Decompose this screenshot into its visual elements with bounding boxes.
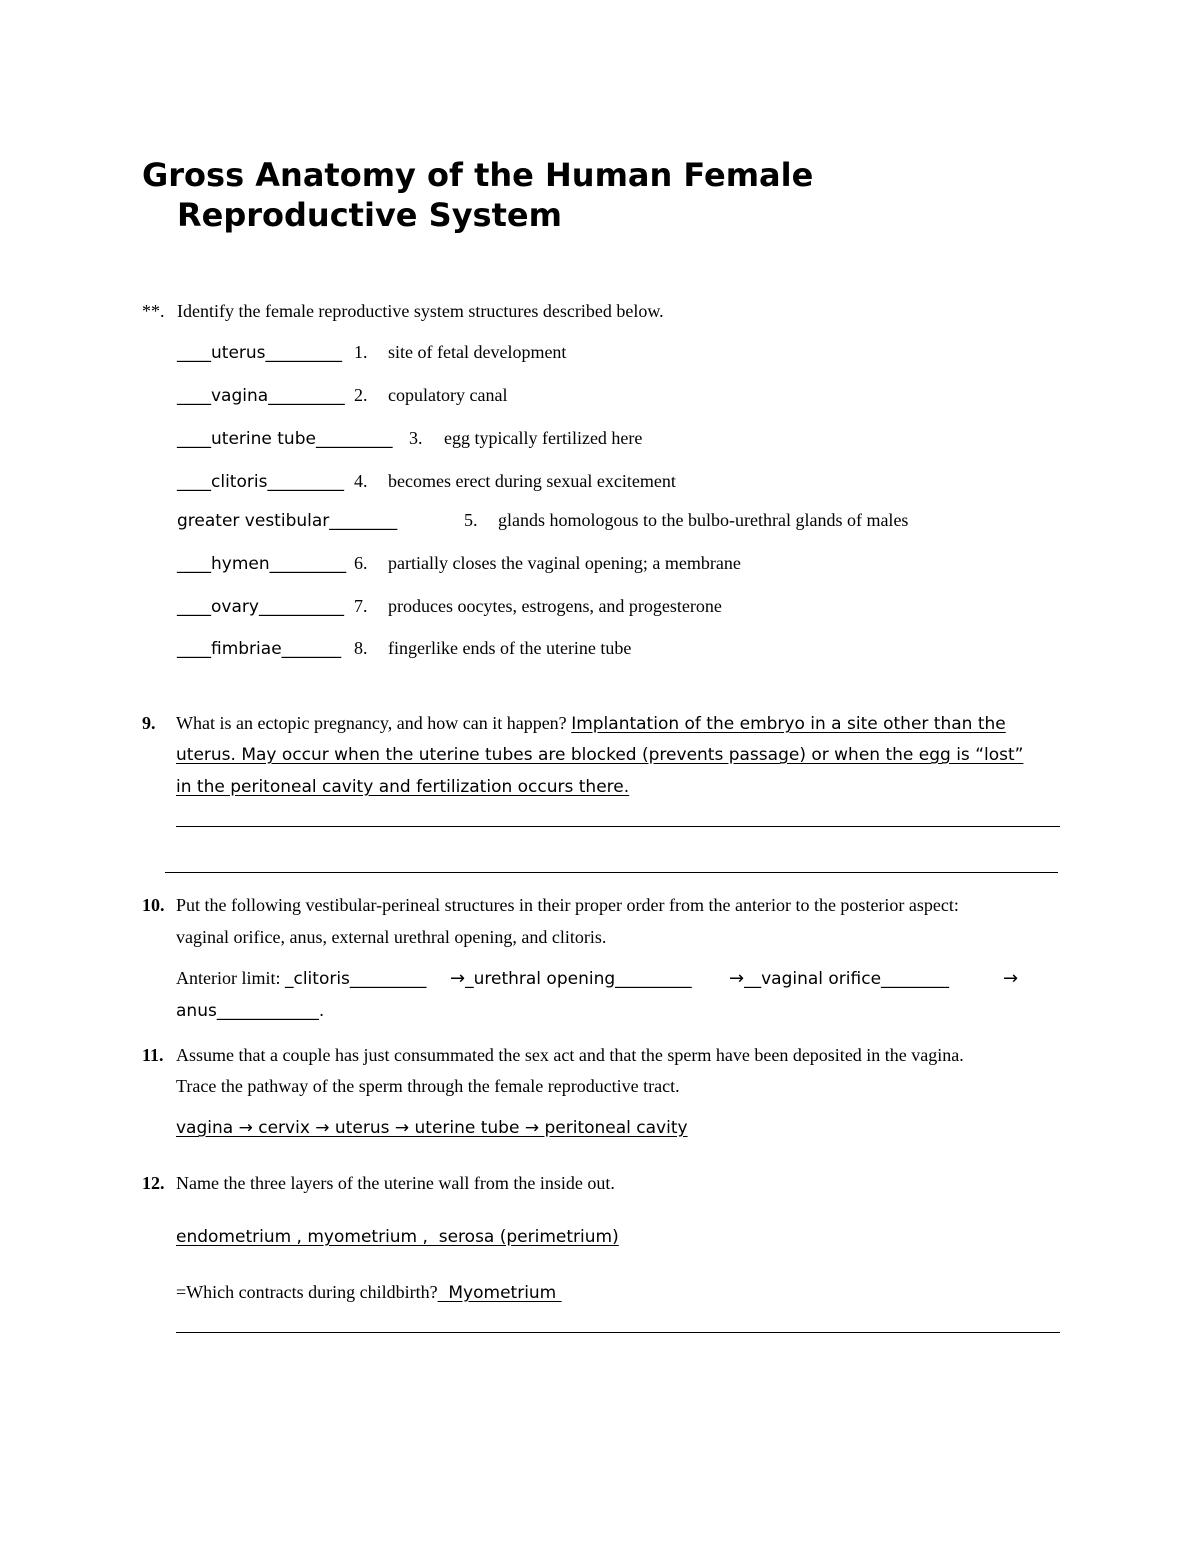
answer-text: in the peritoneal cavity and fertilization occurs there. — [176, 777, 630, 797]
page-title-line-2: Reproductive System — [177, 196, 562, 234]
answer-text: endometrium , myometrium , serosa (perimetrium) — [176, 1227, 619, 1247]
question-text: Assume that a couple has just consummated the sex act and that the sperm have been deposited in the vagina. — [176, 1045, 964, 1065]
matching-answer: greater vestibular — [177, 511, 330, 531]
answer-blank-line — [165, 872, 1058, 873]
arrow-icon: → — [1003, 968, 1019, 989]
matching-row: ____uterine tube_________ 3. egg typically fertilized here — [177, 428, 643, 449]
matching-number: 7. — [354, 596, 368, 616]
matching-answer: ovary — [211, 597, 259, 617]
matching-description: partially closes the vaginal opening; a membrane — [388, 553, 741, 573]
matching-row: ____uterus_________ 1. site of fetal development — [177, 342, 567, 363]
answer-blank-line — [176, 1332, 1060, 1333]
question-text: Put the following vestibular-perineal structures in their proper order from the anterior to the posterior aspect: — [176, 895, 959, 915]
order-item: _clitoris — [284, 969, 350, 989]
matching-answer: clitoris — [211, 472, 268, 492]
order-step: anus____________. — [176, 1001, 325, 1021]
matching-description: produces oocytes, estrogens, and progesterone — [388, 596, 722, 616]
matching-number: 2. — [354, 385, 368, 405]
matching-row: ____clitoris_________ 4. becomes erect during sexual excitement — [177, 471, 676, 492]
arrow-icon: → — [450, 968, 466, 989]
order-item: _urethral opening — [465, 969, 616, 989]
page-title-line-1: Gross Anatomy of the Human Female — [142, 156, 814, 194]
matching-row: ____fimbriae_______ 8. fingerlike ends of the uterine tube — [177, 638, 632, 659]
question-number: 10. — [142, 895, 165, 915]
matching-description: copulatory canal — [388, 385, 508, 405]
followup-line — [176, 1282, 562, 1303]
question-text: Name the three layers of the uterine wall from the inside out. — [176, 1173, 615, 1193]
answer-text: Implantation of the embryo in a site other than the — [571, 714, 1006, 734]
matching-description: egg typically fertilized here — [444, 428, 643, 448]
answer-text: vagina → cervix → uterus → uterine tube → peritoneal cavity — [176, 1118, 688, 1138]
answer-blank-line — [176, 826, 1060, 827]
followup-question: =Which contracts during childbirth? — [176, 1282, 438, 1302]
matching-answer: hymen — [211, 554, 270, 574]
question-number: 9. — [142, 713, 156, 733]
order-step: →__vaginal orifice________ — [729, 968, 950, 989]
matching-number: 4. — [354, 471, 368, 491]
matching-number: 8. — [354, 638, 368, 658]
matching-number: 3. — [409, 428, 423, 448]
matching-description: fingerlike ends of the uterine tube — [388, 638, 632, 658]
question-text: vaginal orifice, anus, external urethral opening, and clitoris. — [176, 927, 607, 947]
question-number: 11. — [142, 1045, 164, 1065]
intro-instruction — [142, 301, 664, 322]
matching-answer: uterus — [211, 343, 266, 363]
matching-description: becomes erect during sexual excitement — [388, 471, 676, 491]
matching-row: greater vestibular________ 5. glands homologous to the bulbo-urethral glands of males — [177, 510, 909, 531]
question-text: What is an ectopic pregnancy, and how can it happen? — [176, 713, 567, 733]
intro-marker: **. — [142, 301, 165, 321]
matching-answer: uterine tube — [211, 429, 316, 449]
matching-row: ____vagina_________ 2. copulatory canal — [177, 385, 508, 406]
matching-answer: fimbriae — [211, 639, 282, 659]
arrow-icon: → — [729, 968, 745, 989]
followup-answer: Myometrium — [437, 1283, 562, 1303]
matching-number: 1. — [354, 342, 368, 362]
matching-row: ____ovary__________ 7. produces oocytes, estrogens, and progesterone — [177, 596, 722, 617]
order-item: anus — [176, 1001, 217, 1021]
question-number: 12. — [142, 1173, 165, 1193]
order-step: →_urethral opening_________ — [450, 968, 692, 989]
order-item: __vaginal orifice — [744, 969, 882, 989]
matching-number: 6. — [354, 553, 368, 573]
matching-description: site of fetal development — [388, 342, 567, 362]
question-9-line-1 — [176, 713, 1006, 734]
question-text: Trace the pathway of the sperm through the female reproductive tract. — [176, 1076, 680, 1096]
intro-text: Identify the female reproductive system structures described below. — [177, 301, 664, 321]
matching-number: 5. — [464, 510, 478, 530]
anterior-limit-label: Anterior limit: — [176, 968, 281, 988]
matching-row: ____hymen_________ 6. partially closes the vaginal opening; a membrane — [177, 553, 741, 574]
order-answer-line: Anterior limit: _clitoris_________ — [176, 968, 427, 989]
matching-description: glands homologous to the bulbo-urethral glands of males — [498, 510, 909, 530]
answer-text: uterus. May occur when the uterine tubes are blocked (prevents passage) or when the egg is “lost” — [176, 745, 1024, 765]
matching-answer: vagina — [211, 386, 269, 406]
